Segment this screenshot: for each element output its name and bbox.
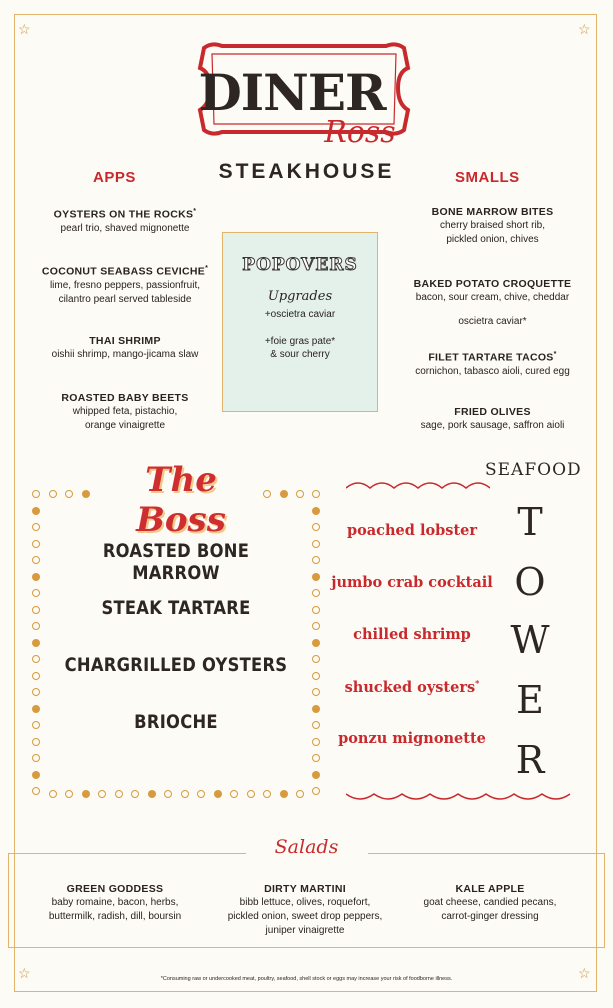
border-dot xyxy=(32,771,40,779)
apps-item: THAI SHRIMP oishii shrimp, mango-jicama slaw xyxy=(51,335,199,360)
boss-title: The Boss xyxy=(136,460,226,540)
border-dot xyxy=(32,787,40,795)
boss-item: BRIOCHE xyxy=(134,711,218,733)
apps-item: ROASTED BABY BEETS whipped feta, pistachio, orange vinaigrette xyxy=(61,392,189,431)
seafood-item: jumbo crab cocktail xyxy=(331,574,493,591)
border-dot xyxy=(131,790,139,798)
seafood-item: poached lobster xyxy=(346,522,478,539)
seafood-item: ponzu mignonette xyxy=(338,730,486,747)
apps-item: OYSTERS ON THE ROCKS* pearl trio, shaved mignonette xyxy=(53,208,197,234)
logo-word: DINER xyxy=(198,63,386,122)
salad-item: KALE APPLE goat cheese, candied pecans, carrot-ginger dressing xyxy=(423,883,557,922)
footnote: *Consuming raw or undercooked meat, poultry, seafood, shell stock or eggs may increase your risk of foodborne illness. xyxy=(160,976,453,982)
border-dot xyxy=(32,639,40,647)
border-dot xyxy=(32,507,40,515)
diner-ross-logo xyxy=(192,38,416,150)
border-dot xyxy=(32,721,40,729)
star-icon: ☆ xyxy=(18,965,31,981)
border-dot xyxy=(280,490,288,498)
border-dot xyxy=(312,523,320,531)
border-dot xyxy=(32,523,40,531)
border-dot xyxy=(312,672,320,680)
seafood-item: chilled shrimp xyxy=(353,626,471,643)
popovers-title: POPOVERS xyxy=(242,255,358,275)
apps-item: COCONUT SEABASS CEVICHE* lime, fresno peppers, passionfruit, cilantro pearl served tableside xyxy=(41,265,209,305)
seafood-label: SEAFOOD xyxy=(485,460,582,480)
wave-divider xyxy=(346,786,572,804)
border-dot xyxy=(115,790,123,798)
apps-heading: APPS xyxy=(93,169,136,186)
smalls-item: FRIED OLIVES sage, pork sausage, saffron aioli xyxy=(420,406,565,431)
border-dot xyxy=(312,622,320,630)
border-dot xyxy=(32,655,40,663)
salad-item: GREEN GODDESS baby romaine, bacon, herbs, buttermilk, radish, dill, boursin xyxy=(48,883,182,922)
border-dot xyxy=(312,573,320,581)
border-dot xyxy=(312,606,320,614)
upgrade-line: +foie gras pate* xyxy=(264,336,336,347)
star-icon: ☆ xyxy=(18,21,31,37)
border-dot xyxy=(230,790,238,798)
border-dot xyxy=(32,754,40,762)
border-dot xyxy=(312,589,320,597)
smalls-heading: SMALLS xyxy=(455,169,520,186)
border-dot xyxy=(82,490,90,498)
border-dot xyxy=(312,540,320,548)
smalls-item: BAKED POTATO CROQUETTE bacon, sour cream, chive, cheddar oscietra caviar* xyxy=(413,278,572,327)
border-dot xyxy=(312,738,320,746)
border-dot xyxy=(32,738,40,746)
border-dot xyxy=(197,790,205,798)
upgrade-line: & sour cherry xyxy=(270,349,330,360)
wave-divider xyxy=(346,478,490,496)
upgrades-label: Upgrades xyxy=(267,289,333,304)
border-dot xyxy=(312,655,320,663)
smalls-item: FILET TARTARE TACOS* cornichon, tabasco aioli, cured egg xyxy=(415,351,570,377)
salad-item: DIRTY MARTINI bibb lettuce, olives, roquefort, pickled onion, sweet drop peppers, juniper vinaigrette xyxy=(227,883,383,936)
border-dot xyxy=(65,790,73,798)
border-dot xyxy=(32,540,40,548)
border-dot xyxy=(312,787,320,795)
border-dot xyxy=(32,606,40,614)
upgrade-line: +oscietra caviar xyxy=(264,309,336,320)
popovers-box xyxy=(222,232,378,412)
border-dot xyxy=(65,490,73,498)
border-dot xyxy=(312,490,320,498)
border-dot xyxy=(181,790,189,798)
border-dot xyxy=(312,705,320,713)
border-dot xyxy=(263,790,271,798)
seafood-item: shucked oysters* xyxy=(344,678,480,696)
tower-letter: O xyxy=(514,560,546,604)
border-dot xyxy=(32,573,40,581)
border-dot xyxy=(32,688,40,696)
border-dot xyxy=(312,639,320,647)
smalls-item: BONE MARROW BITES cherry braised short rib, pickled onion, chives xyxy=(431,206,554,245)
border-dot xyxy=(32,622,40,630)
border-dot xyxy=(312,721,320,729)
boss-item: ROASTED BONE MARROW xyxy=(102,540,250,584)
boss-item: CHARGRILLED OYSTERS xyxy=(64,654,288,676)
border-dot xyxy=(296,790,304,798)
border-dot xyxy=(49,790,57,798)
border-dot xyxy=(296,490,304,498)
tower-letter: T xyxy=(517,500,543,544)
boss-item: STEAK TARTARE xyxy=(101,597,251,619)
steakhouse-subtitle: STEAKHOUSE xyxy=(218,160,395,183)
border-dot xyxy=(312,688,320,696)
border-dot xyxy=(32,589,40,597)
salads-title: Salads xyxy=(274,836,339,858)
border-dot xyxy=(312,556,320,564)
star-icon: ☆ xyxy=(578,965,591,981)
border-dot xyxy=(312,771,320,779)
border-dot xyxy=(49,490,57,498)
border-dot xyxy=(32,705,40,713)
border-dot xyxy=(312,754,320,762)
border-dot xyxy=(247,790,255,798)
border-dot xyxy=(32,556,40,564)
border-dot xyxy=(312,507,320,515)
tower-letter: W xyxy=(510,618,550,662)
border-dot xyxy=(148,790,156,798)
border-dot xyxy=(82,790,90,798)
tower-letter: E xyxy=(516,678,544,722)
tower-letter: R xyxy=(515,738,545,782)
border-dot xyxy=(214,790,222,798)
border-dot xyxy=(32,490,40,498)
logo-script: Ross xyxy=(324,115,396,150)
border-dot xyxy=(98,790,106,798)
border-dot xyxy=(280,790,288,798)
border-dot xyxy=(32,672,40,680)
border-dot xyxy=(164,790,172,798)
star-icon: ☆ xyxy=(578,21,591,37)
